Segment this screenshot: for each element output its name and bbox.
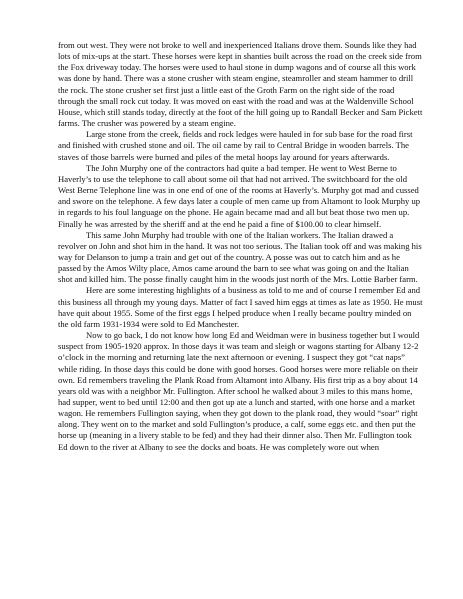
paragraph-road-crew: from out west. They were not broke to well and inexperienced Italians drove them. Sounds like they had lots of mix-ups at the start. These horses were kept in shanties built across the road on the creek side from the Fox driveway today. The horses were used to haul stone in dump wagons and of course all this work was done by hand. There was a stone crusher with steam engine, steamroller and steam hammer to drill the rock. The stone crusher set first just a little east of the Groth Farm on the right side of the road through the small rock cut today. It was moved on east with the road and was at the Waldenville School House, which still stands today, directly at the foot of the hill going up to Randall Becker and Sam Pickett farms. The crusher was powered by a steam engine. <box>58 40 423 129</box>
paragraph-road-materials: Large stone from the creek, fields and rock ledges were hauled in for sub base for the road first and finished with crushed stone and oil. The oil came by rail to Central Bridge in wooden barrels. The staves of those barrels were burned and piles of the metal hoops lay around for years afterwards. <box>58 129 413 162</box>
paragraph-murphy-shooting: This same John Murphy had trouble with one of the Italian workers. The Italian drawed a revolver on John and shot him in the hand. It was not too serious. The Italian took off and was making his way for Delanson to jump a train and get out of the country. A posse was out to catch him and as he passed by the Amos Wilty place, Amos came around the barn to see what was going on and the Italian shot and killed him. The posse finally caught him in the woods just north of the Mrs. Lottie Barber farm. <box>58 229 422 285</box>
paragraph-murphy-telephone: The John Murphy one of the contractors had quite a bad temper. He went to West Berne to Haverly’s to use the telephone to call about some oil that had not arrived. The switchboard for the old West Berne Telephone line was in one end of one of the rooms at Haverly’s. Murphy got mad and cussed and swore on the telephone. A few days later a couple of men came up from Altamont to look Murphy up in regards to his foul language on the phone. He again became mad and all but beat those two men up. Finally he was arrested by the sheriff and at the end he paid a fine of $100.00 to clear himself. <box>58 162 421 229</box>
paragraph-ed-business: Here are some interesting highlights of a business as told to me and of course I remember Ed and this business all through my young days. Matter of fact I saved him eggs at times as late as 1950. He must have quit about 1955. Some of the first eggs I helped produce when I really became poultry minded on the old farm 1931-1934 were sold to Ed Manchester. <box>58 285 423 329</box>
paragraph-albany-trips: Now to go back, I do not know how long Ed and Weidman were in business together but I would suspect from 1905-1920 approx. In those days it was team and sleigh or wagons starting for Albany 12-2 o’clock in the morning and returning late the next afternoon or evening. I suspect they got “cat naps” while riding. In those days this could be done with good horses. Good horses were more reliable on their own. Ed remembers traveling the Plank Road from Altamont into Albany. His first trip as a boy about 14 years old was with a neighbor Mr. Fullington. After school he walked about 3 miles to this mans home, had supper, went to bed until 12:00 and then got up ate a lunch and started, with one horse and a market wagon. He remembers Fullington saying, when they got down to the plank road, they would “soar” right along. They went on to the market and sold Fullington’s produce, a calf, some eggs etc. and then put the horse up (meaning in a livery stable to be fed) and they had their dinner also. Then Mr. Fullington took Ed down to the river at Albany to see the docks and boats. He was completely wore out when <box>58 330 420 452</box>
